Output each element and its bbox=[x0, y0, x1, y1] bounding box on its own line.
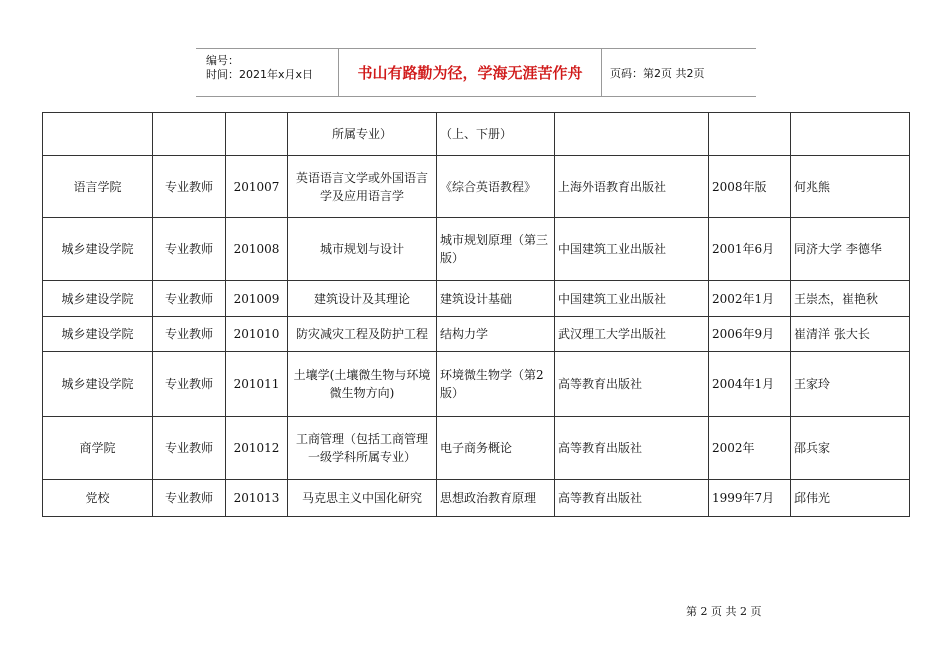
cell-role: 专业教师 bbox=[153, 480, 226, 517]
cell-major: 建筑设计及其理论 bbox=[288, 281, 437, 317]
cell-code: 201008 bbox=[226, 218, 288, 281]
cell-college: 城乡建设学院 bbox=[43, 218, 153, 281]
cell-book: 城市规划原理（第三版） bbox=[437, 218, 555, 281]
cell-author: 邱伟光 bbox=[791, 480, 910, 517]
cell-major: 城市规划与设计 bbox=[288, 218, 437, 281]
cell-publisher: 武汉理工大学出版社 bbox=[555, 317, 709, 352]
cell-major: 英语语言文学或外国语言学及应用语言学 bbox=[288, 156, 437, 218]
header-motto: 书山有路勤为径，学海无涯苦作舟 bbox=[339, 49, 602, 96]
cell-role bbox=[153, 113, 226, 156]
cell-author bbox=[791, 113, 910, 156]
date-label: 时间：2021年x月x日 bbox=[206, 68, 314, 81]
cell-role: 专业教师 bbox=[153, 156, 226, 218]
table-row bbox=[43, 480, 910, 517]
cell-college: 城乡建设学院 bbox=[43, 352, 153, 417]
page-header bbox=[196, 48, 756, 97]
cell-book: 建筑设计基础 bbox=[437, 281, 555, 317]
cell-major: 土壤学(土壤微生物与环境微生物方向) bbox=[288, 352, 437, 417]
cell-college: 语言学院 bbox=[43, 156, 153, 218]
cell-publisher: 中国建筑工业出版社 bbox=[555, 281, 709, 317]
cell-role: 专业教师 bbox=[153, 218, 226, 281]
table-row bbox=[43, 417, 910, 480]
textbook-table bbox=[42, 112, 910, 517]
cell-book: 电子商务概论 bbox=[437, 417, 555, 480]
cell-author: 王崇杰，崔艳秋 bbox=[791, 281, 910, 317]
cell-college: 商学院 bbox=[43, 417, 153, 480]
cell-publisher: 高等教育出版社 bbox=[555, 417, 709, 480]
cell-book: 结构力学 bbox=[437, 317, 555, 352]
cell-author: 王家玲 bbox=[791, 352, 910, 417]
table-row-continuation bbox=[43, 113, 910, 156]
cell-code: 201009 bbox=[226, 281, 288, 317]
cell-college: 城乡建设学院 bbox=[43, 281, 153, 317]
cell-date: 2001年6月 bbox=[709, 218, 791, 281]
cell-publisher: 中国建筑工业出版社 bbox=[555, 218, 709, 281]
cell-code: 201010 bbox=[226, 317, 288, 352]
cell-book: 环境微生物学（第2版） bbox=[437, 352, 555, 417]
cell-author: 邵兵家 bbox=[791, 417, 910, 480]
cell-code: 201012 bbox=[226, 417, 288, 480]
cell-date: 2002年 bbox=[709, 417, 791, 480]
cell-book: （上、下册） bbox=[437, 113, 555, 156]
cell-code: 201013 bbox=[226, 480, 288, 517]
cell-date: 2004年1月 bbox=[709, 352, 791, 417]
cell-role: 专业教师 bbox=[153, 281, 226, 317]
page-footer: 第 2 页 共 2 页 bbox=[686, 605, 762, 618]
cell-role: 专业教师 bbox=[153, 317, 226, 352]
table-row bbox=[43, 156, 910, 218]
number-label: 编号： bbox=[206, 54, 239, 67]
cell-major: 所属专业） bbox=[288, 113, 437, 156]
cell-author: 同济大学 李德华 bbox=[791, 218, 910, 281]
table-row bbox=[43, 317, 910, 352]
cell-book: 思想政治教育原理 bbox=[437, 480, 555, 517]
cell-major: 工商管理（包括工商管理一级学科所属专业） bbox=[288, 417, 437, 480]
cell-publisher bbox=[555, 113, 709, 156]
cell-publisher: 高等教育出版社 bbox=[555, 352, 709, 417]
cell-date bbox=[709, 113, 791, 156]
cell-major: 防灾减灾工程及防护工程 bbox=[288, 317, 437, 352]
cell-college: 城乡建设学院 bbox=[43, 317, 153, 352]
cell-code: 201007 bbox=[226, 156, 288, 218]
table-row bbox=[43, 281, 910, 317]
header-page-label: 页码：第2页 共2页 bbox=[610, 66, 705, 80]
cell-author: 何兆熊 bbox=[791, 156, 910, 218]
cell-code: 201011 bbox=[226, 352, 288, 417]
cell-book: 《综合英语教程》 bbox=[437, 156, 555, 218]
cell-author: 崔清洋 张大长 bbox=[791, 317, 910, 352]
header-meta bbox=[196, 49, 339, 96]
cell-date: 2006年9月 bbox=[709, 317, 791, 352]
cell-publisher: 高等教育出版社 bbox=[555, 480, 709, 517]
cell-date: 1999年7月 bbox=[709, 480, 791, 517]
table-row bbox=[43, 218, 910, 281]
cell-code bbox=[226, 113, 288, 156]
cell-college: 党校 bbox=[43, 480, 153, 517]
cell-major: 马克思主义中国化研究 bbox=[288, 480, 437, 517]
cell-role: 专业教师 bbox=[153, 417, 226, 480]
cell-date: 2002年1月 bbox=[709, 281, 791, 317]
cell-role: 专业教师 bbox=[153, 352, 226, 417]
table-row bbox=[43, 352, 910, 417]
cell-college bbox=[43, 113, 153, 156]
cell-date: 2008年版 bbox=[709, 156, 791, 218]
cell-publisher: 上海外语教育出版社 bbox=[555, 156, 709, 218]
